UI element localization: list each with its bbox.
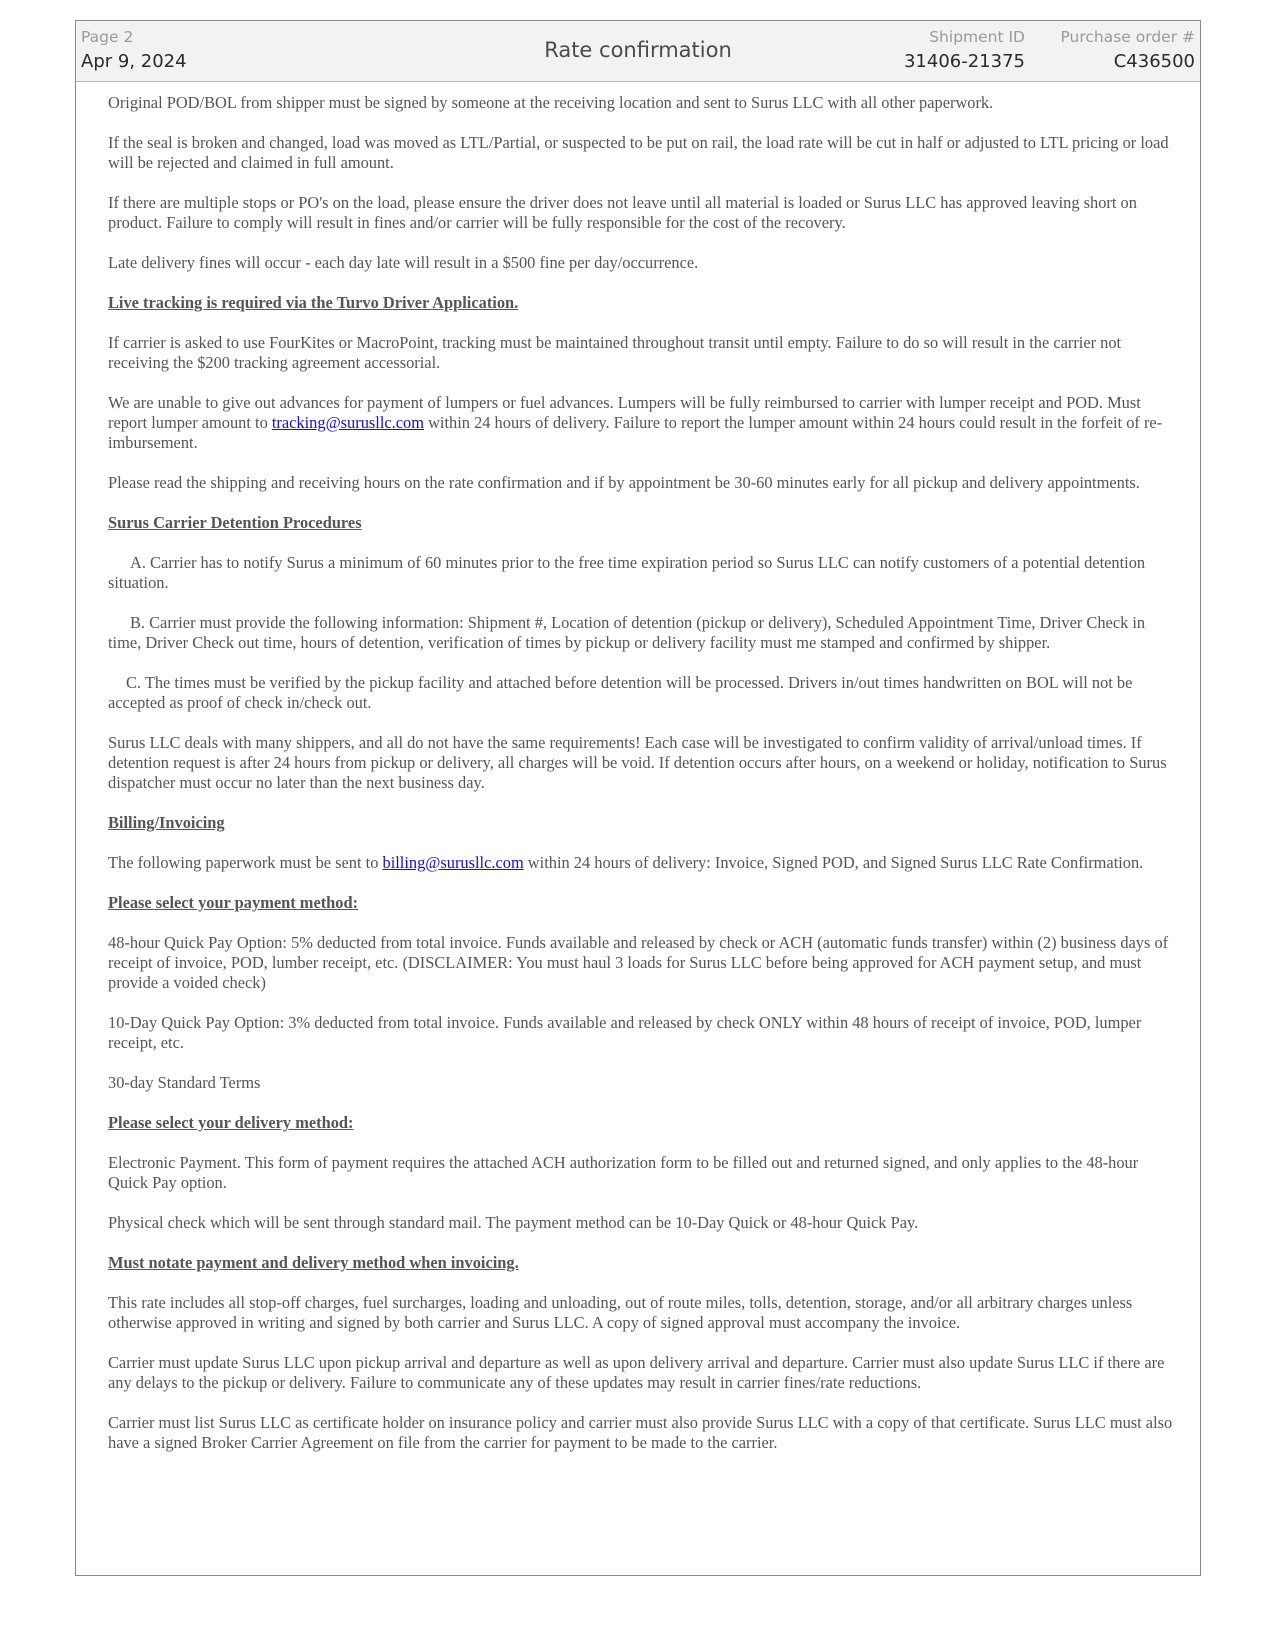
paragraph-30-day-terms: 30-day Standard Terms	[108, 1073, 261, 1092]
purchase-order-label: Purchase order #	[1060, 28, 1195, 46]
paragraph-seal-broken: If the seal is broken and changed, load was moved as LTL/Partial, or suspected to be put on rail, the load rate will be cut in half or adjusted to LTL pricing or load will be rejected and claimed in full amount.	[108, 133, 1169, 172]
document-date: Apr 9, 2024	[81, 51, 187, 72]
paragraph-shippers: Surus LLC deals with many shippers, and all do not have the same requirements! Each case will be investigated to confirm validity of arrival/unload times. If detention request is after 24 hours from pickup or delivery, all charges will be void. If detention occurs after hours, on a weekend or holiday, notification to Surus dispatcher must occur no later than the next business day.	[108, 733, 1167, 792]
paragraph-hours: Please read the shipping and receiving hours on the rate confirmation and if by appointment be 30-60 minutes early for all pickup and delivery appointments.	[108, 473, 1140, 492]
page-number: Page 2	[81, 28, 134, 46]
paragraph-48-hour-pay: 48-hour Quick Pay Option: 5% deducted from total invoice. Funds available and released by check or ACH (automatic funds transfer) within (2) business days of receipt of invoice, POD, lumber receipt, etc. (DISCLAIMER: You must haul 3 loads for Surus LLC before being approved for ACH payment setup, and must provide a voided check)	[108, 933, 1169, 992]
paragraph-insurance: Carrier must list Surus LLC as certificate holder on insurance policy and carrier must also provide Surus LLC with a copy of that certificate. Surus LLC must also have a signed Broker Carrier Agreement on file from the carrier for payment to be made to the carrier.	[108, 1413, 1173, 1452]
tracking-email-link[interactable]: tracking@surusllc.com	[271, 413, 424, 432]
paragraph-carrier-updates: Carrier must update Surus LLC upon pickup arrival and departure as well as upon delivery arrival and departure. Carrier must also update Surus LLC if there are any delays to the pickup or delivery. Failure to communicate any of these updates may result in carrier fines/rate reductions.	[108, 1353, 1165, 1392]
shipment-id-block	[904, 27, 1025, 74]
paragraph-tracking: If carrier is asked to use FourKites or MacroPoint, tracking must be maintained throughout transit until empty. Failure to do so will result in the carrier not receiving the $200 tracking agreement accessorial.	[108, 333, 1122, 372]
lumpers-text-start: We are unable to give out advances for payment of lumpers or fuel advances. Lumpers will be fully reimbursed to carrier with lumper receipt and POD. Must report lumper amount to	[108, 393, 1141, 432]
heading-payment-method: Please select your payment method:	[108, 893, 359, 912]
billing-email-link[interactable]: billing@surusllc.com	[382, 853, 524, 872]
paperwork-text-end: within 24 hours of delivery: Invoice, Signed POD, and Signed Surus LLC Rate Confirmation.	[523, 853, 1144, 872]
paragraph-rate-includes: This rate includes all stop-off charges, fuel surcharges, loading and unloading, out of route miles, tolls, detention, storage, and/or all arbitrary charges unless otherwise approved in writing and signed by both carrier and Surus LLC. A copy of signed approval must accompany the invoice.	[108, 1293, 1133, 1332]
heading-delivery-method: Please select your delivery method:	[108, 1113, 354, 1132]
heading-live-tracking: Live tracking is required via the Turvo Driver Application.	[108, 293, 519, 312]
heading-billing: Billing/Invoicing	[108, 813, 225, 832]
purchase-order-value: C436500	[1113, 51, 1195, 72]
paragraph-detention-b: B. Carrier must provide the following information: Shipment #, Location of detention (pickup or delivery), Scheduled Appointment Time, Driver Check in time, Driver Check out time, hours of detention, verification of times by pickup or delivery facility must me stamped and confirmed by shipper.	[108, 613, 1146, 652]
paragraph-paperwork	[108, 853, 1176, 873]
paragraph-detention-a: A. Carrier has to notify Surus a minimum of 60 minutes prior to the free time expiration period so Surus LLC can notify customers of a potential detention situation.	[108, 553, 1146, 592]
document-frame	[75, 20, 1201, 1576]
paragraph-electronic-payment: Electronic Payment. This form of payment requires the attached ACH authorization form to be filled out and returned signed, and only applies to the 48-hour Quick Pay option.	[108, 1153, 1139, 1192]
terms-body	[108, 93, 1176, 1473]
paragraph-10-day-pay: 10-Day Quick Pay Option: 3% deducted from total invoice. Funds available and released by check ONLY within 48 hours of receipt of invoice, POD, lumper receipt, etc.	[108, 1013, 1142, 1052]
shipment-id-label: Shipment ID	[929, 28, 1025, 46]
paragraph-late-delivery: Late delivery fines will occur - each day late will result in a $500 fine per day/occurrence.	[108, 253, 699, 272]
shipment-id-value: 31406-21375	[903, 51, 1025, 72]
paragraph-pod-bol: Original POD/BOL from shipper must be signed by someone at the receiving location and sent to Surus LLC with all other paperwork.	[108, 93, 994, 112]
paragraph-physical-check: Physical check which will be sent through standard mail. The payment method can be 10-Day Quick or 48-hour Quick Pay.	[108, 1213, 919, 1232]
paperwork-text-start: The following paperwork must be sent to	[108, 853, 383, 872]
lumpers-text-end: within 24 hours of delivery. Failure to report the lumper amount within 24 hours could result in the forfeit of re-imbursement.	[108, 413, 1163, 452]
paragraph-lumpers	[108, 393, 1176, 453]
heading-notate: Must notate payment and delivery method when invoicing.	[108, 1253, 519, 1272]
heading-detention: Surus Carrier Detention Procedures	[108, 513, 362, 532]
purchase-order-block	[1060, 27, 1195, 74]
paragraph-detention-c: C. The times must be verified by the pickup facility and attached before detention will be processed. Drivers in/out times handwritten on BOL will not be accepted as proof of check in/check out.	[108, 673, 1133, 712]
page-title: Rate confirmation	[544, 38, 732, 62]
page-header	[76, 21, 1200, 82]
paragraph-multiple-stops: If there are multiple stops or PO's on the load, please ensure the driver does not leave until all material is loaded or Surus LLC has approved leaving short on product. Failure to comply will result in fines and/or carrier will be fully responsible for the cost of the recovery.	[108, 193, 1137, 232]
